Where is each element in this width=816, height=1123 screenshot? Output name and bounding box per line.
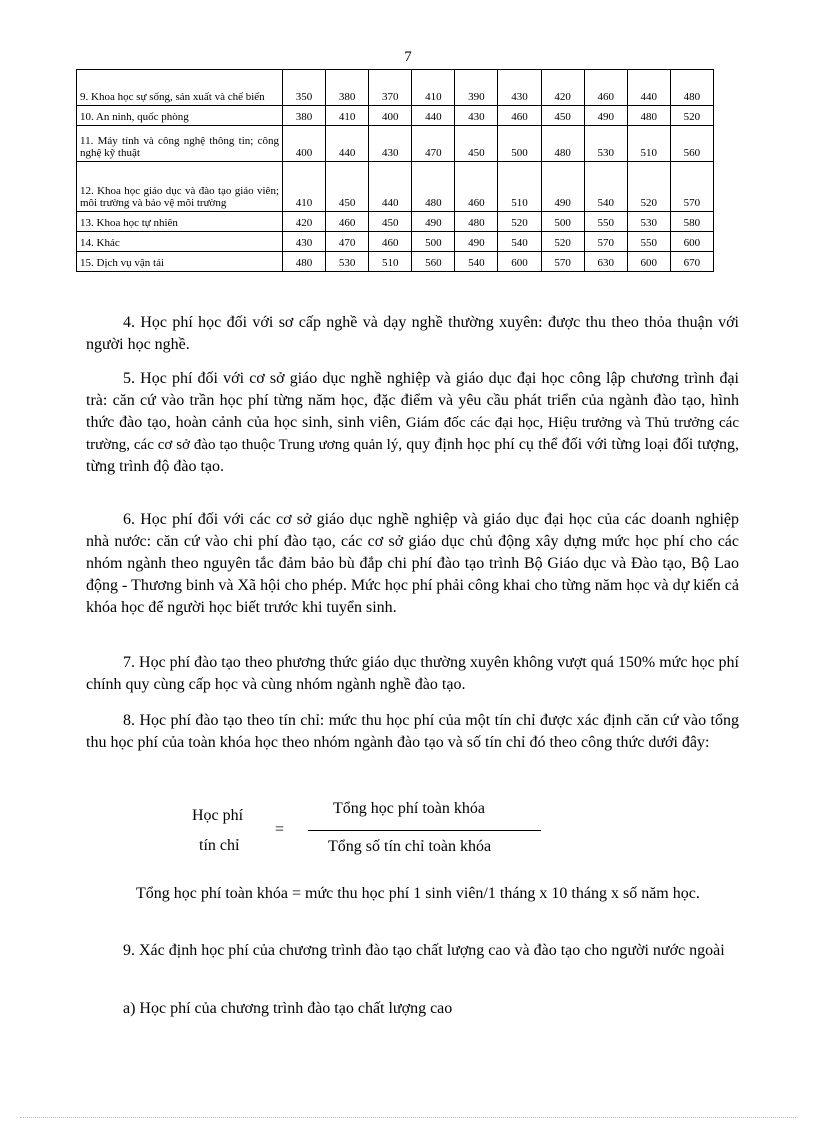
row-label: 13. Khoa học tự nhiên [77, 212, 283, 232]
tuition-table [76, 69, 714, 272]
fee-cell: 510 [369, 252, 412, 272]
table-row [77, 70, 714, 106]
fee-cell: 470 [326, 232, 369, 252]
fee-cell: 540 [455, 252, 498, 272]
fee-cell: 480 [455, 212, 498, 232]
table-row [77, 106, 714, 126]
row-label: 14. Khác [77, 232, 283, 252]
fee-cell: 460 [455, 162, 498, 212]
paragraph-9a: a) Học phí của chương trình đào tạo chất lượng cao [123, 1000, 453, 1017]
fee-cell: 430 [455, 106, 498, 126]
fee-cell: 410 [412, 70, 455, 106]
paragraph-5 [86, 368, 739, 478]
row-label: 9. Khoa học sự sống, sản xuất và chế biến [77, 70, 283, 106]
fee-cell: 400 [369, 106, 412, 126]
fee-cell: 510 [498, 162, 541, 212]
fee-cell: 390 [455, 70, 498, 106]
fee-cell: 480 [283, 252, 326, 272]
formula-equals: = [275, 821, 285, 838]
paragraph-5-part-b: Giám đốc các đại học, Hiệu trưởng và Thủ trưởng các trường, các cơ sở đào tạo thuộc Trung ương quản lý, [86, 415, 739, 453]
fee-cell: 490 [455, 232, 498, 252]
fee-cell: 430 [498, 70, 541, 106]
table-row [77, 232, 714, 252]
row-label: 15. Dịch vụ vận tải [77, 252, 283, 272]
fee-cell: 490 [541, 162, 584, 212]
paragraph-5-part-c: quy định học phí cụ thể đối với từng loại đối tượng, từng trình độ đào tạo. [86, 436, 739, 475]
fee-cell: 450 [326, 162, 369, 212]
table-row [77, 162, 714, 212]
fee-cell: 570 [584, 232, 627, 252]
fee-cell: 450 [369, 212, 412, 232]
fee-cell: 540 [584, 162, 627, 212]
fee-cell: 600 [627, 252, 670, 272]
fee-cell: 570 [541, 252, 584, 272]
fee-cell: 520 [670, 106, 713, 126]
fee-cell: 530 [584, 126, 627, 162]
fee-cell: 510 [627, 126, 670, 162]
paragraph-8: 8. Học phí đào tạo theo tín chỉ: mức thu học phí của một tín chỉ được xác định căn cứ vào tổng thu học phí của toàn khóa học theo nhóm ngành đào tạo và số tín chỉ đó theo công thức dưới đây: [86, 712, 739, 751]
fee-cell: 400 [283, 126, 326, 162]
fee-cell: 530 [627, 212, 670, 232]
fee-cell: 530 [326, 252, 369, 272]
fee-cell: 460 [369, 232, 412, 252]
page-bottom-rule [20, 1117, 796, 1118]
fraction-bar [308, 830, 541, 831]
fee-cell: 480 [412, 162, 455, 212]
fee-cell: 580 [670, 212, 713, 232]
fee-cell: 450 [541, 106, 584, 126]
fee-cell: 430 [369, 126, 412, 162]
fee-cell: 420 [541, 70, 584, 106]
fee-cell: 570 [670, 162, 713, 212]
fee-cell: 350 [283, 70, 326, 106]
fee-cell: 460 [498, 106, 541, 126]
fee-cell: 410 [326, 106, 369, 126]
fee-cell: 500 [498, 126, 541, 162]
paragraph-9: 9. Xác định học phí của chương trình đào tạo chất lượng cao và đào tạo cho người nước ngoài [123, 942, 725, 959]
fee-cell: 480 [541, 126, 584, 162]
fee-cell: 470 [412, 126, 455, 162]
fee-cell: 450 [455, 126, 498, 162]
fee-cell: 480 [670, 70, 713, 106]
paragraph-7: 7. Học phí đào tạo theo phương thức giáo dục thường xuyên không vượt quá 150% mức học phí chính quy cùng cấp học và cùng nhóm ngành nghề đào tạo. [86, 654, 739, 693]
fee-cell: 460 [326, 212, 369, 232]
formula-left-top: Học phí [192, 807, 244, 824]
fee-cell: 560 [412, 252, 455, 272]
fee-cell: 490 [584, 106, 627, 126]
formula-numerator: Tổng học phí toàn khóa [333, 800, 485, 817]
paragraph-4: 4. Học phí học đối với sơ cấp nghề và dạy nghề thường xuyên: được thu theo thỏa thuận với người học nghề. [86, 314, 739, 353]
formula-denominator: Tổng số tín chỉ toàn khóa [328, 838, 492, 855]
fee-cell: 440 [326, 126, 369, 162]
fee-cell: 670 [670, 252, 713, 272]
fee-cell: 520 [627, 162, 670, 212]
fee-cell: 460 [584, 70, 627, 106]
fee-cell: 380 [326, 70, 369, 106]
table-row [77, 252, 714, 272]
fee-cell: 440 [369, 162, 412, 212]
fee-cell: 410 [283, 162, 326, 212]
total-fee-definition: Tổng học phí toàn khóa = mức thu học phí 1 sinh viên/1 tháng x 10 tháng x số năm học. [136, 885, 700, 902]
fee-cell: 630 [584, 252, 627, 272]
table-row [77, 212, 714, 232]
fee-cell: 380 [283, 106, 326, 126]
credit-fee-formula [0, 800, 816, 865]
fee-cell: 540 [498, 232, 541, 252]
table-row [77, 126, 714, 162]
page-number: 7 [404, 49, 412, 65]
fee-cell: 500 [412, 232, 455, 252]
fee-cell: 430 [283, 232, 326, 252]
fee-cell: 600 [670, 232, 713, 252]
fee-cell: 550 [584, 212, 627, 232]
fee-cell: 600 [498, 252, 541, 272]
fee-cell: 560 [670, 126, 713, 162]
fee-cell: 440 [412, 106, 455, 126]
fee-cell: 500 [541, 212, 584, 232]
fee-cell: 480 [627, 106, 670, 126]
fee-cell: 440 [627, 70, 670, 106]
fee-cell: 490 [412, 212, 455, 232]
row-label: 12. Khoa học giáo dục và đào tạo giáo viên; môi trường và bảo vệ môi trường [77, 162, 283, 212]
fee-cell: 550 [627, 232, 670, 252]
fee-cell: 520 [498, 212, 541, 232]
fee-cell: 520 [541, 232, 584, 252]
row-label: 11. Máy tính và công nghệ thông tin; công nghệ kỹ thuật [77, 126, 283, 162]
formula-left-bottom: tín chỉ [199, 837, 240, 854]
paragraph-5-part-a: 5. Học phí đối với cơ sở giáo dục nghề nghiệp và giáo dục đại học công lập chương trình đại trà: căn cứ vào trần học phí từng năm học, đặc điểm và yêu cầu phát triển của ngành đào tạo, hình thức đào tạo, hoàn cảnh của học sinh, sinh viên, [86, 370, 739, 431]
fee-cell: 420 [283, 212, 326, 232]
paragraph-6: 6. Học phí đối với các cơ sở giáo dục nghề nghiệp và giáo dục đại học của các doanh nghiệp nhà nước: căn cứ vào chi phí đào tạo, các cơ sở giáo dục chủ động xây dựng mức học phí cho các nhóm ngành theo nguyên tắc đảm bảo bù đắp chi phí đào tạo trình Bộ Giáo dục và Đào tạo, Bộ Lao động - Thương binh và Xã hội cho phép. Mức học phí phải công khai cho từng năm học và dự kiến cả khóa học để người học biết trước khi tuyển sinh. [86, 511, 739, 616]
row-label: 10. An ninh, quốc phòng [77, 106, 283, 126]
fee-cell: 370 [369, 70, 412, 106]
